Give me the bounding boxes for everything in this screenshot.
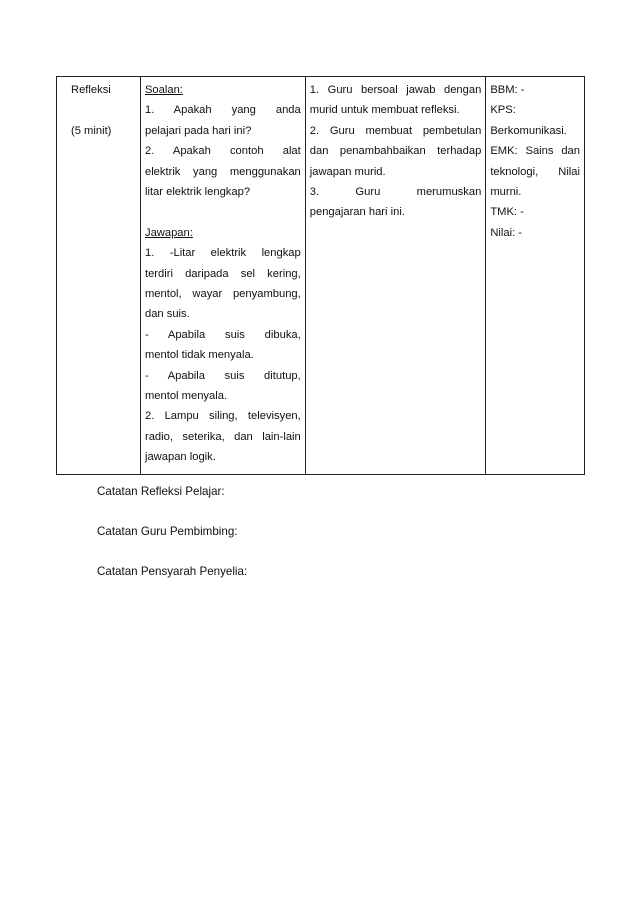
lecturer-note: Catatan Pensyarah Penyelia: [97,565,248,578]
student-reflection-note: Catatan Refleksi Pelajar: [97,485,225,498]
answer-text: mentol tidak menyala. [144,349,254,362]
stage-duration: (5 minit) [71,124,112,137]
question-text: pelajari pada hari ini? [144,124,252,137]
activity-text: 2. Guru membuat pembetulan [309,124,482,137]
question-text: litar elektrik lengkap? [144,186,251,199]
activity-text: 1. Guru bersoal jawab dengan [309,84,482,96]
nilai-label: Nilai: - [490,226,523,239]
answer-text: mentol menyala. [144,390,228,403]
notes-cell [486,77,585,475]
emk-text: murni. [490,186,522,199]
activity-text: 3. Guru merumuskan [309,186,482,199]
questions-heading: Soalan: [144,84,183,96]
answer-text: - Apabila suis ditutup, [144,369,301,382]
footer-notes [97,482,247,602]
kps-label: KPS: [490,104,516,117]
emk-text: teknologi, Nilai [490,165,580,178]
answer-text: - Apabila suis dibuka, [144,328,301,341]
stage-label: Refleksi [71,84,111,96]
answer-text: radio, seterika, dan lain-lain [144,430,301,443]
question-text: 1. Apakah yang anda [144,104,301,117]
answer-text: 1. -Litar elektrik lengkap [144,247,301,260]
question-text: 2. Apakah contoh alat [144,145,301,158]
table-row [57,77,585,475]
answer-text: 2. Lampu siling, televisyen, [144,410,301,423]
activity-text: dan penambahbaikan terhadap [309,145,482,158]
answer-text: terdiri daripada sel kering, [144,267,301,280]
bbm-label: BBM: - [490,84,525,96]
content-cell [140,77,305,475]
tmk-label: TMK: - [490,206,524,219]
answer-text: mentol, wayar penyambung, [144,288,301,301]
lesson-plan-table [56,76,585,475]
answer-text: dan suis. [144,308,190,321]
activity-text: jawapan murid. [309,165,386,178]
activity-text: murid untuk membuat refleksi. [309,104,460,117]
activity-text: pengajaran hari ini. [309,206,405,219]
teacher-note: Catatan Guru Pembimbing: [97,525,238,538]
emk-text: EMK: Sains dan [490,145,580,158]
answers-heading: Jawapan: [144,226,193,239]
stage-cell [57,77,141,475]
question-text: elektrik yang menggunakan [144,165,301,178]
answer-text: jawapan logik. [144,451,216,464]
activity-cell [305,77,486,475]
kps-value: Berkomunikasi. [490,124,567,137]
